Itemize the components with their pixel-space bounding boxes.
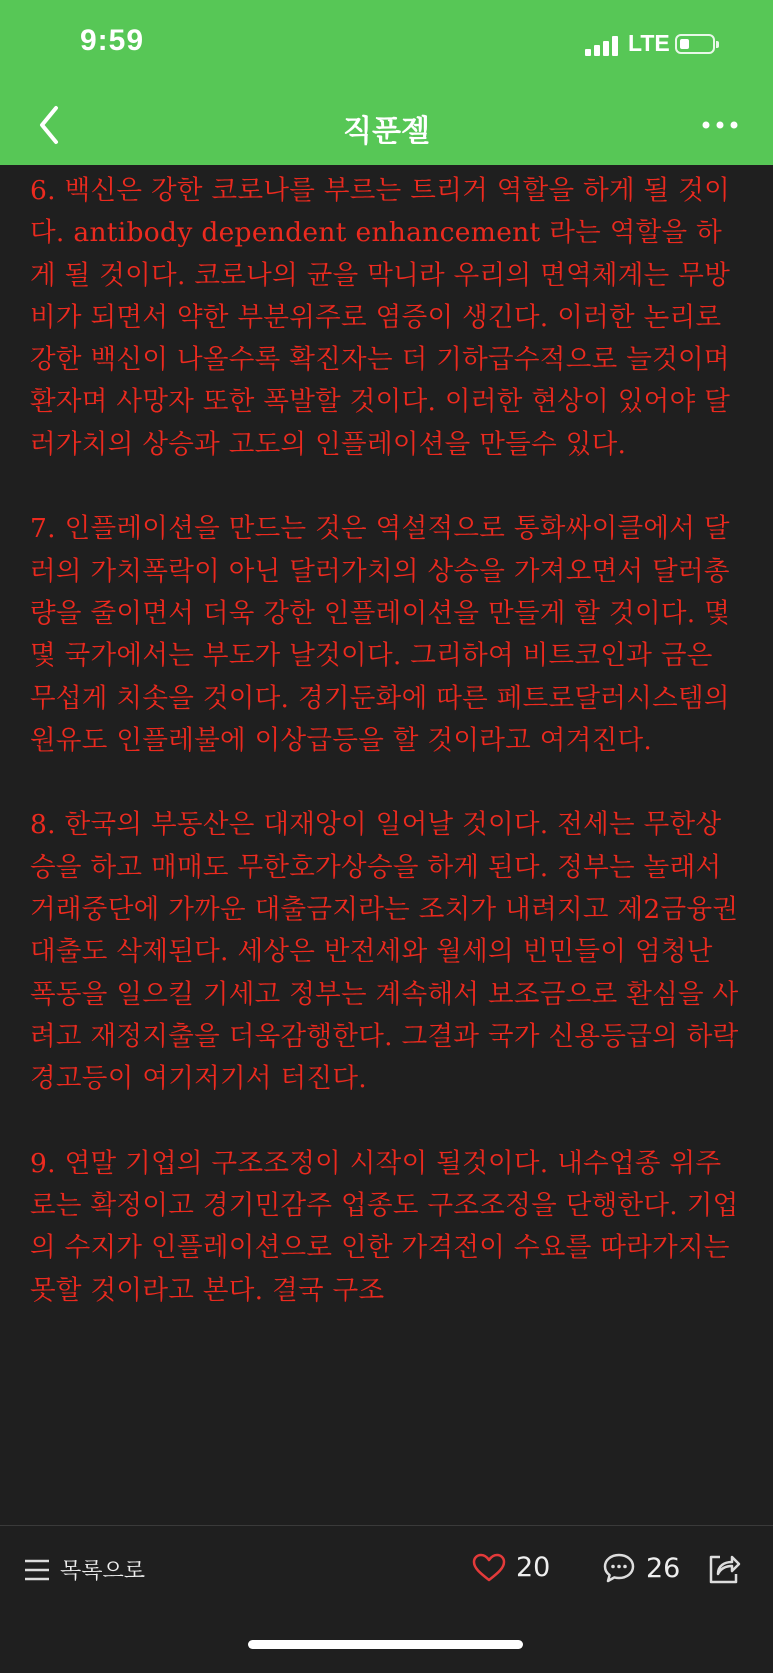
page-title: 직푼젤 — [343, 114, 430, 149]
comment-bubble-icon — [602, 1552, 636, 1584]
like-count: 20 — [516, 1552, 551, 1583]
signal-icon — [585, 34, 625, 56]
share-icon — [706, 1552, 742, 1586]
back-to-list-label: 목록으로 — [60, 1559, 146, 1584]
article-paragraph: 7. 인플레이션을 만드는 것은 역설적으로 통화싸이클에서 달러의 가치폭락이 아닌 달러가치의 상승을 가져오면서 달러총량을 줄이면서 더욱 강한 인플레이션을 만들게 할 것이다. 몇몇 국가에서는 부도가 날것이다. 그리하여 비트코인과 금은 무섭게 치솟을 것이다. 경기둔화에 따른 페트로달러시스템의 원유도 인플레불에 이상급등을 할 것이라고 여겨진다. — [30, 513, 731, 756]
more-dots-icon — [700, 110, 740, 140]
article-paragraph: 6. 백신은 강한 코로나를 부르는 트리거 역할을 하게 될 것이다. antibody dependent enhancement 라는 역할을 하게 될 것이다. 코로나의 균을 막니라 우리의 면역체계는 무방비가 되면서 약한 부분위주로 염증이 생긴다. 이러한 논리로 강한 백신이 나올수록 확진자는 더 기하급수적으로 늘것이며 환자며 사망자 또한 폭발할 것이다. 이러한 현상이 있어야 달러가치의 상승과 고도의 인플레이션을 만들수 있다. — [30, 175, 731, 460]
app-header — [0, 0, 773, 165]
back-to-list-button[interactable] — [24, 1554, 145, 1585]
comment-button[interactable] — [602, 1552, 680, 1584]
menu-lines-icon — [24, 1558, 50, 1582]
comment-count: 26 — [646, 1552, 681, 1584]
like-button[interactable] — [472, 1552, 550, 1583]
share-button[interactable] — [706, 1552, 742, 1590]
network-label: LTE — [628, 30, 670, 56]
battery-icon — [675, 34, 715, 54]
bottom-toolbar — [0, 1525, 773, 1673]
article-paragraph: 8. 한국의 부동산은 대재앙이 일어날 것이다. 전세는 무한상승을 하고 매매도 무한호가상승을 하게 된다. 정부는 놀래서 거래중단에 가까운 대출금지라는 조치가 내려지고 제2금융권 대출도 삭제된다. 세상은 반전세와 월세의 빈민들이 엄청난 폭동을 일으킬 기세고 정부는 계속해서 보조금으로 환심을 사려고 재정지출을 더욱감행한다. 그결과 국가 신용등급의 하락 경고등이 여기저기서 터진다. — [30, 809, 739, 1095]
more-button[interactable] — [700, 110, 740, 140]
article-body — [30, 170, 745, 1524]
article-paragraph: 9. 연말 기업의 구조조정이 시작이 될것이다. 내수업종 위주로는 확정이고 경기민감주 업종도 구조조정을 단행한다. 기업의 수지가 인플레이션으로 인한 가격전이 수요를 따라가지는 못할 것이라고 본다. 결국 구조 — [30, 1147, 739, 1306]
heart-icon — [472, 1553, 506, 1583]
home-indicator[interactable] — [248, 1640, 523, 1649]
status-time: 9:59 — [80, 24, 145, 57]
